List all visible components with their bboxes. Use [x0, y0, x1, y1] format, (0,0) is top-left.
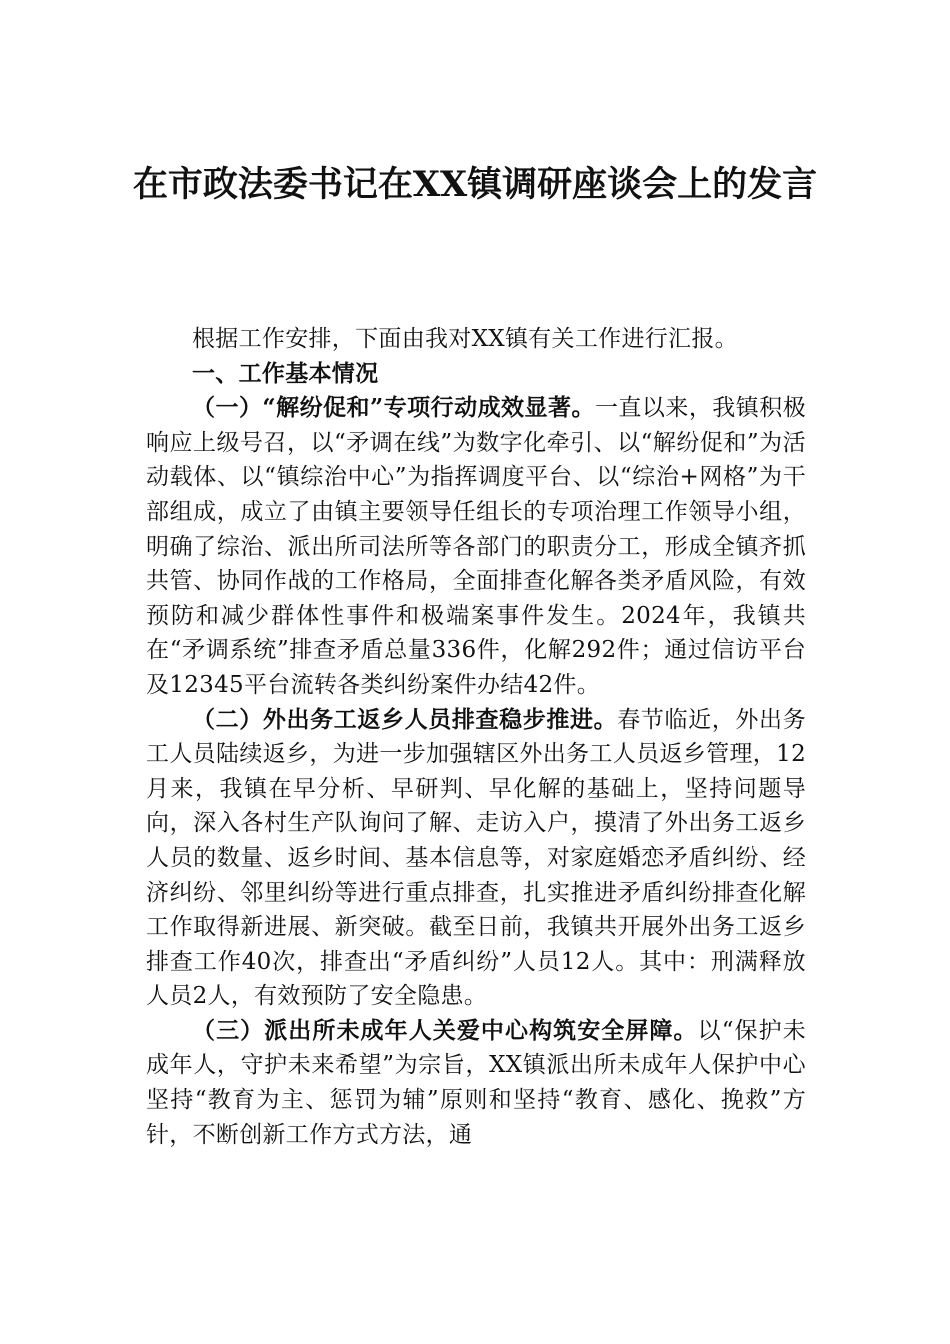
intro-paragraph: 根据工作安排，下面由我对XX镇有关工作进行汇报。 — [192, 326, 738, 352]
item-2-text: 春节临近，外出务工人员陆续返乡，为进一步加强辖区外出务工人员返乡管理，12月来，我镇在早分析、早研判、早化解的基础上，坚持问题导向，深入各村生产队询问了解、走访入户，摸清了外出务工返乡人员的数量、返乡时间、基本信息等，对家庭婚恋矛盾纠纷、经济纠纷、邻里纠纷等进行重点排查，扎实推进矛盾纠纷排查化解工作取得新进展、新突破。截至日前，我镇共开展外出务工返乡排查工作40次，排查出“矛盾纠纷”人员12人。其中：刑满释放人员2人，有效预防了安全隐患。 — [146, 706, 806, 1010]
document-body — [146, 322, 806, 1152]
document-title: 在市政法委书记在XX镇调研座谈会上的发言 — [132, 164, 818, 205]
section-heading: 一、工作基本情况 — [192, 359, 379, 387]
item-1-text: 一直以来，我镇积极响应上级号召，以“矛调在线”为数字化牵引、以“解纷促和”为活动载体、以“镇综治中心”为指挥调度平台、以“综治+网格”为干部组成，成立了由镇主要领导任组长的专项治理工作领导小组，明确了综治、派出所司法所等各部门的职责分工，形成全镇齐抓共管、协同作战的工作格局，全面排查化解各类矛盾风险，有效预防和减少群体性事件和极端案事件发生。2024年，我镇共在“矛调系统”排查矛盾总量336件，化解292件；通过信访平台及12345平台流转各类纠纷案件办结42件。 — [146, 395, 807, 698]
item-1-heading: （一）“解纷促和”专项行动成效显著。 — [192, 394, 595, 422]
paragraph-item-2 — [146, 703, 806, 1014]
item-3-text: 以“保护未成年人，守护未来希望”为宗旨，XX镇派出所未成年人保护中心坚持“教育为主、惩罚为辅”原则和坚持“教育、感化、挽救”方针，不断创新工作方式方法，通 — [146, 1017, 806, 1148]
item-2-heading: （二）外出务工返乡人员排查稳步推进。 — [192, 705, 618, 733]
item-3-heading: （三）派出所未成年人关爱中心构筑安全屏障。 — [192, 1016, 698, 1044]
paragraph-item-3 — [146, 1014, 806, 1152]
paragraph-item-1 — [146, 391, 806, 702]
